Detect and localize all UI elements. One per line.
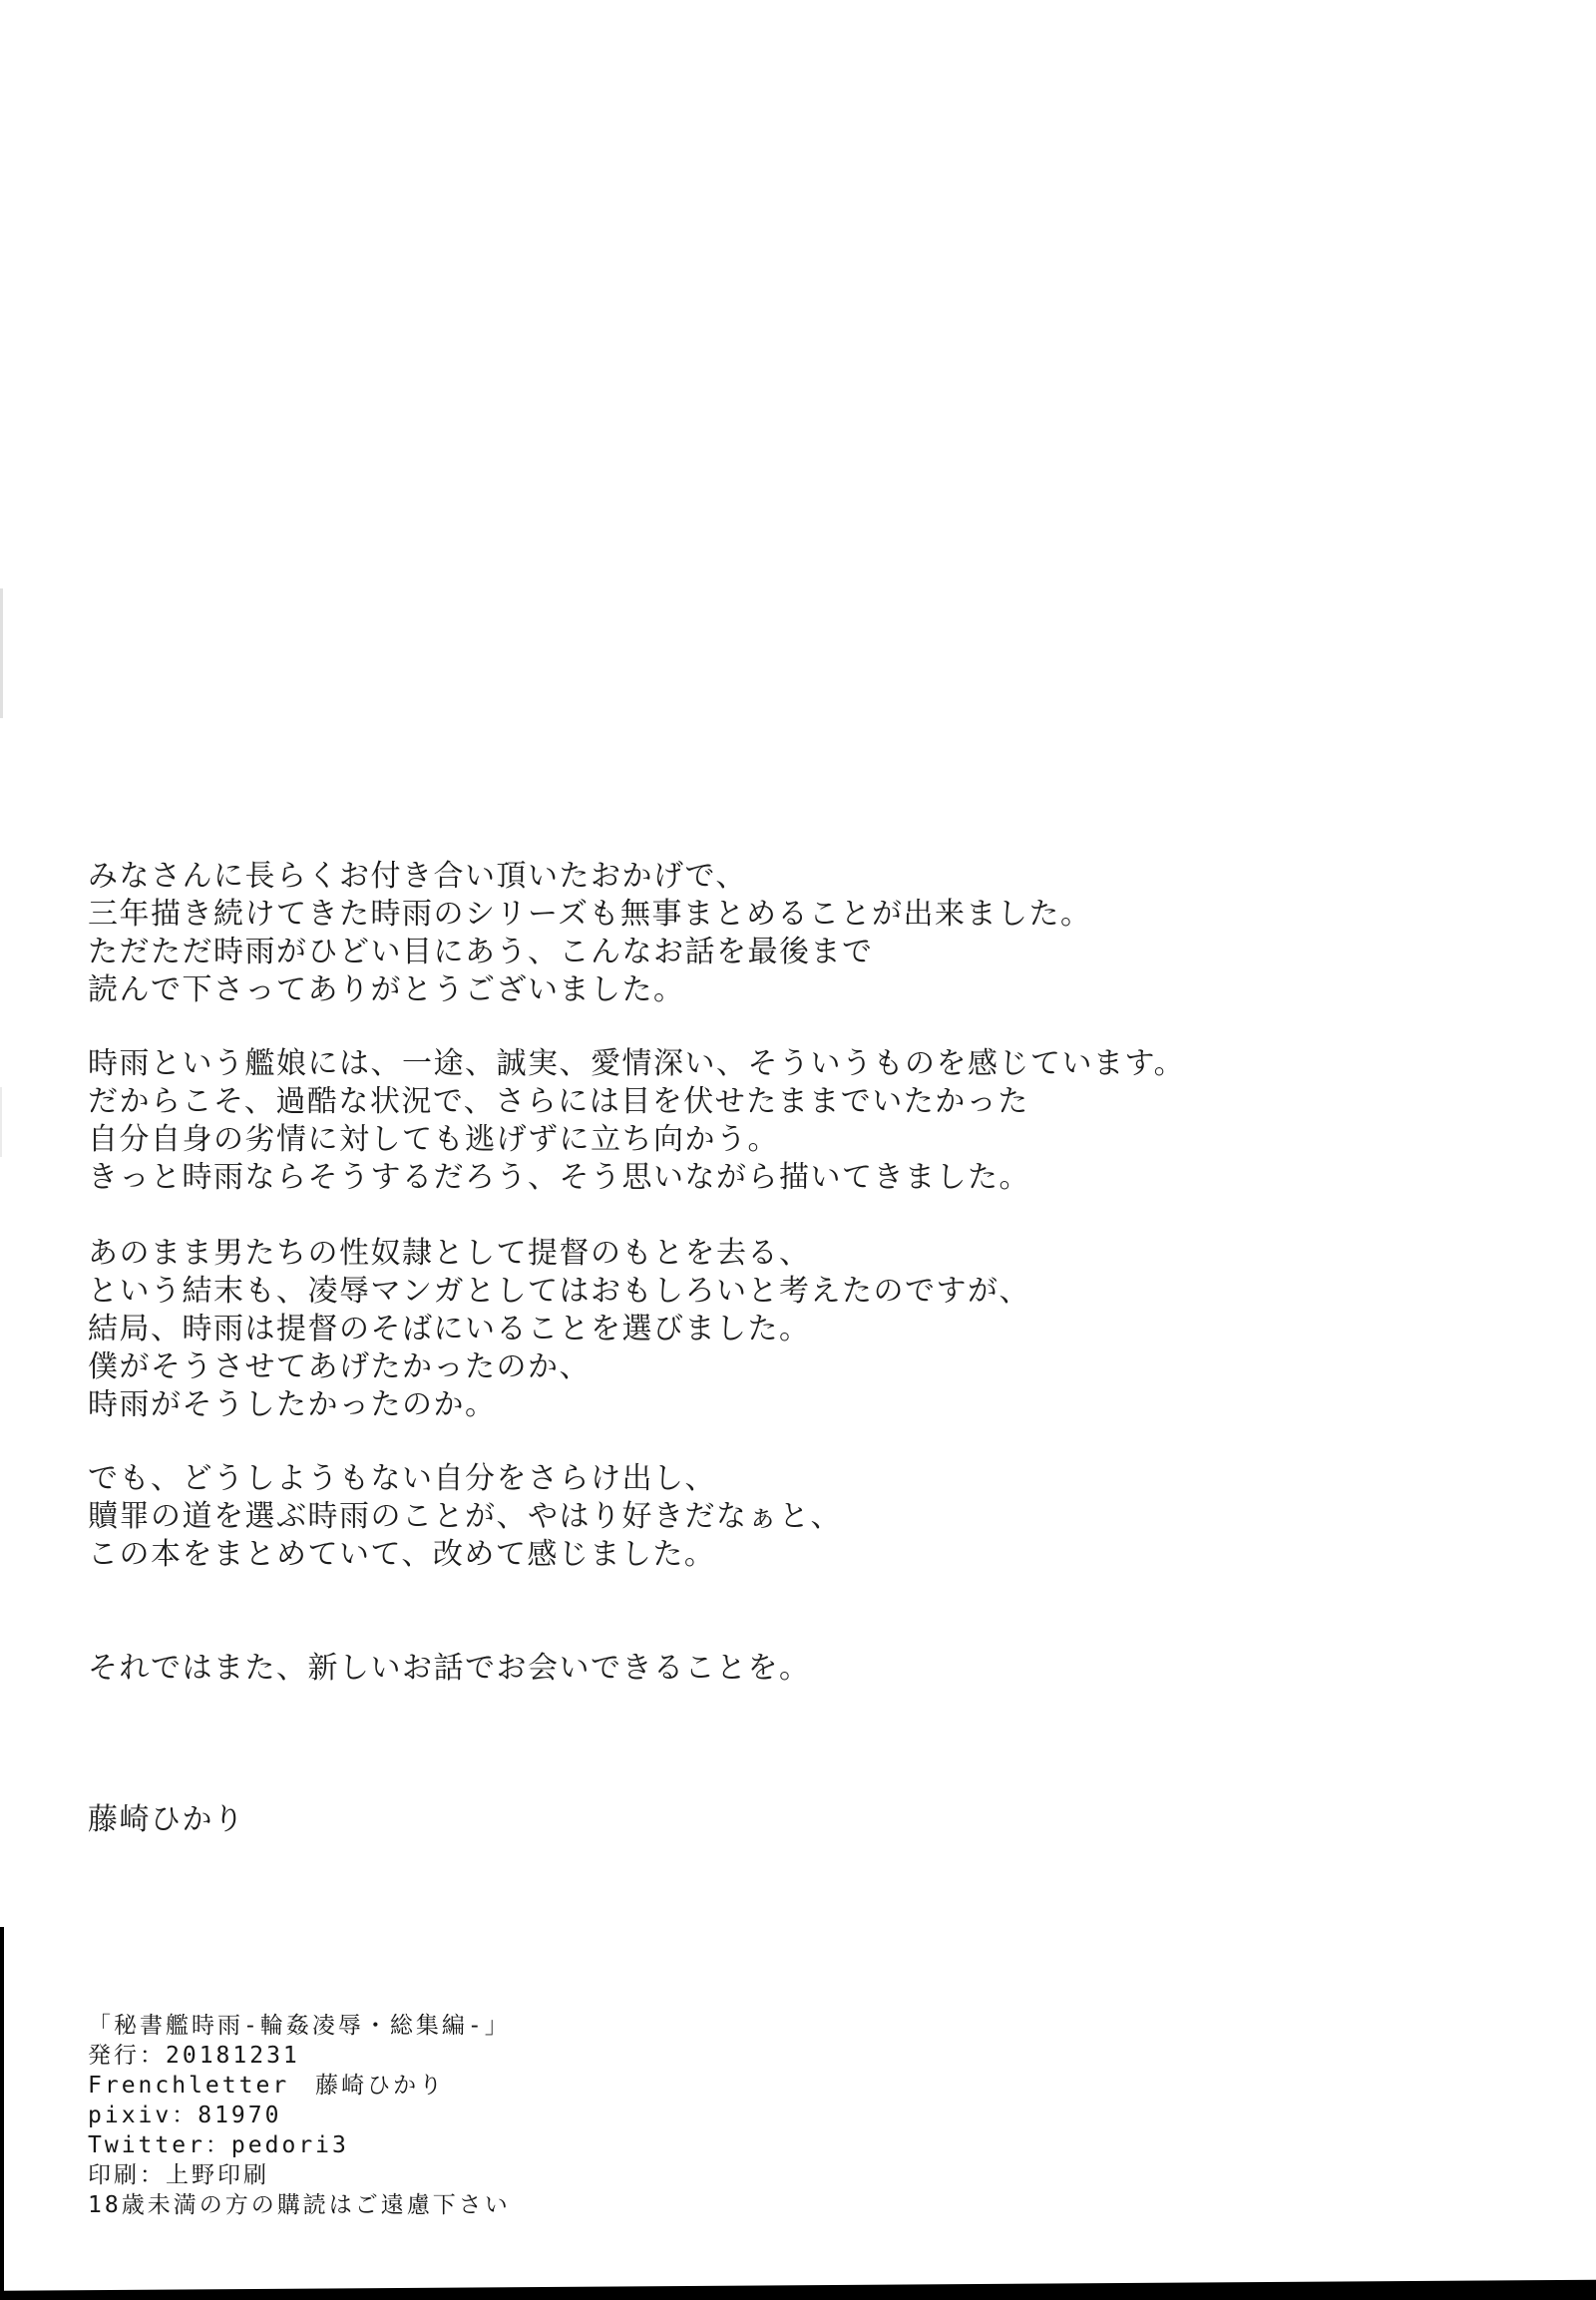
afterword-line: 結局、時雨は提督のそばにいることを選びました。 [88, 1312, 811, 1346]
afterword-line: 読んで下さってありがとうございました。 [88, 972, 685, 1007]
afterword-line: 時雨がそうしたかったのか。 [88, 1387, 497, 1422]
author-signature: 藤崎ひかり [88, 1802, 245, 1837]
afterword-line: 三年描き続けてきた時雨のシリーズも無事まとめることが出来ました。 [88, 897, 1092, 932]
colophon-pixiv-id: pixiv：81970 [88, 2103, 282, 2128]
left-scan-edge-artifact [0, 1927, 4, 2300]
afterword-paragraph-1 [88, 858, 1092, 1009]
colophon-circle-author: Frenchletter 藤崎ひかり [88, 2073, 446, 2099]
afterword-line: ただただ時雨がひどい目にあう、こんなお話を最後まで [88, 935, 874, 969]
afterword-line: 贖罪の道を選ぶ時雨のことが、やはり好きだなぁと、 [88, 1499, 842, 1534]
colophon-age-notice: 18歳未満の方の購読はご遠慮下さい [88, 2192, 511, 2218]
afterword-line: だからこそ、過酷な状況で、さらには目を伏せたままでいたかった [88, 1084, 1029, 1119]
afterword-line: 自分自身の劣情に対しても逃げずに立ち向かう。 [88, 1122, 779, 1157]
colophon-printer: 印刷：上野印刷 [88, 2162, 269, 2188]
colophon-publish-date: 発行：20181231 [88, 2043, 300, 2069]
afterword-line: という結末も、凌辱マンガとしてはおもしろいと考えたのですが、 [88, 1274, 1030, 1309]
colophon [88, 2011, 511, 2220]
afterword-line: 時雨という艦娘には、一途、誠実、愛情深い、そういうものを感じています。 [88, 1046, 1186, 1081]
afterword-paragraph-3 [88, 1235, 1030, 1424]
afterword-line: でも、どうしようもない自分をさらけ出し、 [88, 1461, 716, 1496]
afterword-line: きっと時雨ならそうするだろう、そう思いながら描いてきました。 [88, 1160, 1030, 1195]
afterword-line: この本をまとめていて、改めて感じました。 [88, 1537, 716, 1572]
scan-smudge [0, 588, 3, 718]
bottom-scan-edge-artifact [0, 2278, 1596, 2300]
afterword-line: あのまま男たちの性奴隷として提督のもとを去る、 [88, 1236, 811, 1271]
colophon-twitter-id: Twitter：pedori3 [88, 2132, 349, 2158]
closing-line: それではまた、新しいお話でお会いできることを。 [88, 1651, 811, 1686]
afterword-paragraph-4 [88, 1460, 842, 1574]
afterword-paragraph-2 [88, 1045, 1185, 1197]
colophon-title: 「秘書艦時雨-輪姦凌辱・総集編-」 [88, 2013, 511, 2039]
afterword-line: 僕がそうさせてあげたかったのか、 [88, 1349, 591, 1384]
afterword-line: みなさんに長らくお付き合い頂いたおかげで、 [88, 859, 747, 894]
scan-smudge [0, 1087, 2, 1157]
